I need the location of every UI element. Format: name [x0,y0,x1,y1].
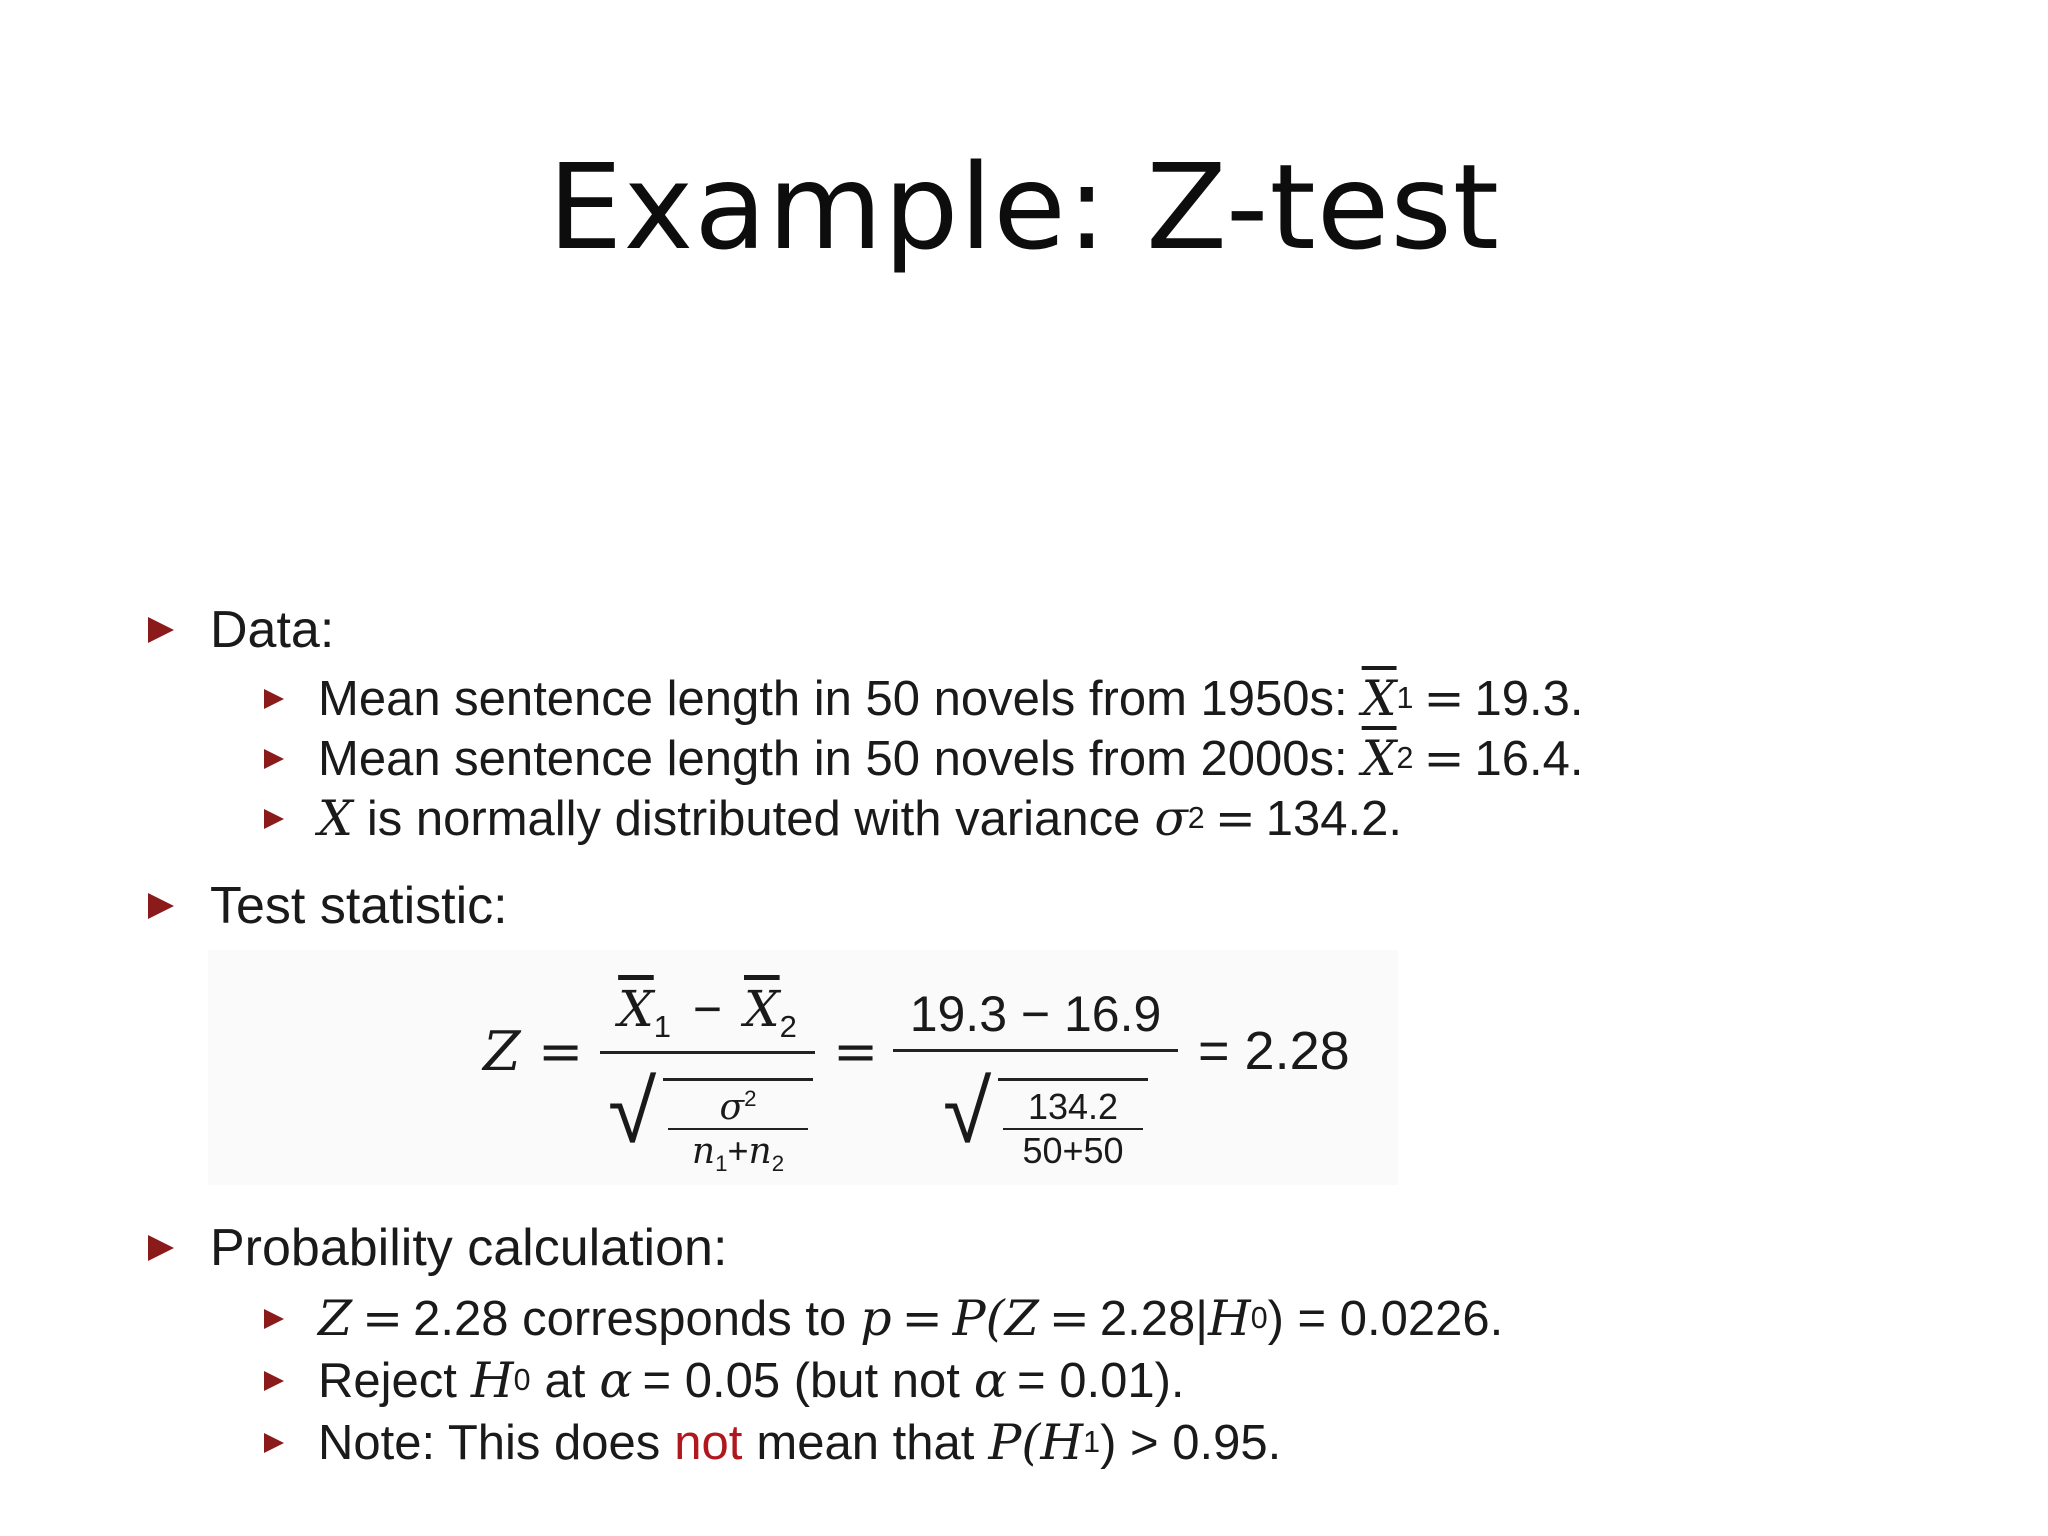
fraction-bar [600,1051,815,1054]
radical-sign-icon: √ [608,1062,657,1161]
num-x2-sub: 2 [779,1009,797,1044]
prob-item-1-a: 2.28 corresponds to [413,1291,847,1346]
x-bar-1: $\overline{X}$ [1361,670,1397,727]
prob-PH-sub: 1 [1083,1425,1101,1459]
reject-H-sub: 0 [513,1363,531,1397]
reject-H: H [470,1352,514,1409]
formula-result: = 2.28 [1198,1021,1350,1081]
den2-bottom: 50+50 [1022,1130,1124,1171]
equals-sign: = [1423,670,1465,727]
sub-bullet-arrow-icon [264,1433,284,1453]
fraction-numeric [893,985,1178,1052]
prob-item-2 [264,1352,1185,1409]
prob-item-1 [264,1290,1503,1347]
num-x2: $\overline{X}$ [744,980,780,1038]
test-label: Test statistic: [210,877,508,935]
prob-p: p [860,1290,892,1347]
den-n1: n [691,1131,716,1172]
bullet-arrow-icon [148,1235,174,1261]
x-var: X [318,790,353,847]
alpha-1: α [599,1352,633,1409]
den-n1-sub: 1 [715,1151,728,1177]
fraction-symbolic [600,980,815,1054]
formula-eq-1: = [538,1020,584,1083]
formula-block [208,950,1398,1185]
equals-sign: = [1048,1290,1090,1347]
bullet-test-statistic [148,876,508,936]
den2-top: 134.2 [1027,1086,1119,1127]
bullet-arrow-icon [148,617,174,643]
data-item-3 [264,790,1402,847]
equals-sign: = [1214,790,1256,847]
prob-PH: P(H [988,1414,1084,1471]
data-item-1 [264,670,1584,727]
prob-z: Z [318,1290,353,1347]
den-n2: n [748,1131,772,1172]
n1-plus-n2 [668,1130,808,1177]
prob-item-3 [264,1414,1281,1471]
sigma-sup: 2 [1187,801,1205,835]
alpha-2: α [973,1352,1007,1409]
bullet-probability [148,1218,727,1278]
radical-overline [998,1078,1148,1081]
prob-item-1-b: 2.28| [1099,1291,1208,1346]
x-bar-2: $\overline{X}$ [1361,730,1397,787]
prob-item-1-c: ) = 0.0226. [1267,1291,1504,1346]
sub-bullet-arrow-icon [264,1371,284,1391]
sub-bullet-arrow-icon [264,749,284,769]
numeric-numerator: 19.3 − 16.9 [909,986,1162,1042]
num-minus: − [692,981,723,1037]
data-item-2-text: Mean sentence length in 50 novels from 2000s: [318,731,1348,786]
fraction-numeric-inner [1003,1086,1143,1172]
den-plus: + [727,1130,749,1171]
sub-bullet-arrow-icon [264,1309,284,1329]
bullet-data [148,600,334,660]
prob-item-3-b: mean that [756,1415,975,1470]
prob-item-3-a: Note: This does [318,1415,661,1470]
num-x1: $\overline{X}$ [618,980,654,1038]
data-item-2-value: 16.4. [1474,731,1584,786]
x-bar-2-sub: 2 [1396,741,1414,775]
equals-sign: = [901,1290,943,1347]
bullet-arrow-icon [148,893,174,919]
highlight-not: not [674,1415,743,1470]
slide-title: Example: Z-test [547,138,1501,276]
radical-overline [663,1078,813,1081]
den-sigma: σ [719,1087,745,1128]
fraction-symbolic-numerator [600,980,815,1045]
prob-item-2-b: at [544,1353,586,1408]
data-label: Data: [210,601,335,659]
radical-sign-icon: √ [943,1062,992,1161]
prob-H: H [1207,1290,1251,1347]
prob-item-2-d: = 0.01). [1016,1353,1185,1408]
prob-label: Probability calculation: [210,1219,728,1277]
sigma: σ [1154,790,1188,847]
sub-bullet-arrow-icon [264,689,284,709]
fraction-bar [893,1049,1178,1052]
data-item-3-value: 134.2. [1265,791,1402,846]
fraction-sigma-over-n [668,1086,808,1177]
sigma-squared [668,1086,808,1128]
prob-item-2-a: Reject [318,1353,457,1408]
data-item-1-value: 19.3. [1474,671,1584,726]
formula-lhs: Z [483,1020,521,1083]
num-x1-sub: 1 [653,1009,671,1044]
data-item-3-text: is normally distributed with variance [366,791,1141,846]
equals-sign: = [1423,730,1465,787]
den-sigma-sup: 2 [744,1086,757,1111]
prob-PZ: P(Z [952,1290,1039,1347]
prob-item-3-c: ) > 0.95. [1100,1415,1282,1470]
sub-bullet-arrow-icon [264,809,284,829]
equals-sign: = [362,1290,404,1347]
formula-eq-2: = [833,1020,879,1083]
x-bar-1-sub: 1 [1396,681,1414,715]
prob-item-2-c: = 0.05 (but not [642,1353,960,1408]
prob-H-sub: 0 [1250,1301,1268,1335]
data-item-1-text: Mean sentence length in 50 novels from 1950s: [318,671,1348,726]
den-n2-sub: 2 [771,1151,785,1177]
data-item-2 [264,730,1584,787]
